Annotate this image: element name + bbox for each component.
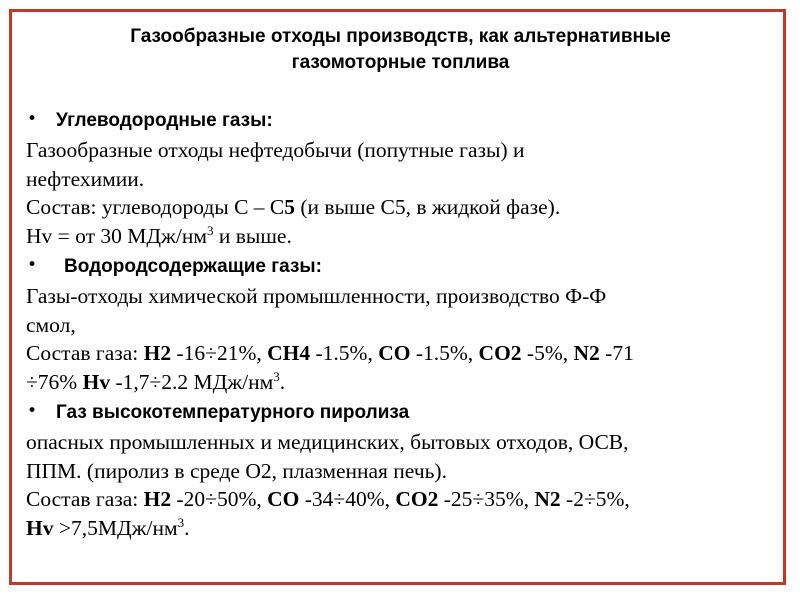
text-line: Газы-отходы химической промышленности, производство Ф-Ф (26, 283, 607, 308)
composition-line (26, 485, 781, 514)
heating-value-text: >7,5МДж/нм (53, 516, 178, 541)
title-line-1: Газообразные отходы производств, как альтернативные (130, 26, 671, 47)
heating-value-label: Hv (82, 370, 111, 395)
bullet-hydrogen-gases (26, 251, 781, 282)
formula-h2: H2 (143, 341, 172, 366)
composition-label: Состав газа: (26, 487, 144, 512)
composition-bold: 5 (284, 195, 296, 220)
composition-text: (и выше С5, в жидкой фазе). (295, 195, 561, 220)
text-line: опасных промышленных и медицинских, бытовых отходов, ОСВ, (26, 429, 629, 454)
value-ch4: -1.5%, (310, 341, 379, 366)
text-line: ППМ. (пиролиз в среде О2, плазменная печь). (26, 458, 447, 483)
composition-line (26, 368, 781, 397)
formula-h2: H2 (143, 487, 172, 512)
value-co: -34÷40%, (299, 487, 396, 512)
section-heading: Газ высокотемпературного пиролиза (56, 401, 410, 423)
formula-ch4: CH4 (267, 341, 311, 366)
heating-value-tail: и выше. (213, 224, 292, 249)
formula-n2: N2 (534, 487, 561, 512)
composition-text: Состав: углеводороды С – С (26, 195, 285, 220)
superscript: 3 (177, 515, 185, 530)
value-n2-cont: ÷76% (26, 370, 83, 395)
value-h2: -16÷21%, (171, 341, 268, 366)
composition-label: Состав газа: (26, 341, 144, 366)
superscript: 3 (273, 369, 280, 385)
formula-co2: CO2 (478, 341, 522, 366)
heating-value-line (26, 514, 781, 543)
value-co2: -5%, (521, 341, 574, 366)
slide-frame (9, 9, 786, 585)
bullet-icon: • (27, 254, 38, 275)
value-n2: -2÷5%, (560, 487, 630, 512)
bullet-icon: • (27, 109, 38, 129)
text-line: смол, (26, 312, 76, 337)
formula-co2: CO2 (395, 487, 439, 512)
value-h2: -20÷50%, (171, 487, 268, 512)
bullet-icon: • (27, 400, 38, 421)
heating-value-label: Hv (26, 516, 54, 541)
bullet-hydrocarbon-gases (26, 105, 781, 136)
superscript: 3 (207, 223, 214, 239)
composition-line (26, 193, 781, 222)
section-heading: Водородсодержащие газы: (64, 255, 322, 277)
formula-co: CO (267, 487, 300, 512)
formula-n2: N2 (573, 341, 600, 366)
text-line: Газообразные отходы нефтедобычи (попутные газы) и (26, 137, 525, 162)
value-co2: -25÷35%, (438, 487, 535, 512)
value-co: -1.5%, (410, 341, 479, 366)
composition-line (26, 339, 781, 368)
heating-value-tail: . (279, 370, 286, 395)
heating-value-line (26, 222, 781, 251)
formula-co: CO (378, 341, 411, 366)
bullet-pyrolysis-gas (26, 397, 781, 428)
text-line: нефтехимии. (26, 166, 145, 191)
heating-value-tail: . (184, 516, 190, 541)
slide-title (12, 24, 789, 76)
title-line-2: газомоторные топлива (291, 52, 510, 73)
heating-value-text: -1,7÷2.2 МДж/нм (110, 370, 274, 395)
slide-content (26, 105, 781, 543)
heating-value-text: Hv = от 30 МДж/нм (26, 224, 207, 249)
value-n2: -71 (599, 341, 634, 366)
section-heading: Углеводородные газы: (56, 110, 273, 131)
